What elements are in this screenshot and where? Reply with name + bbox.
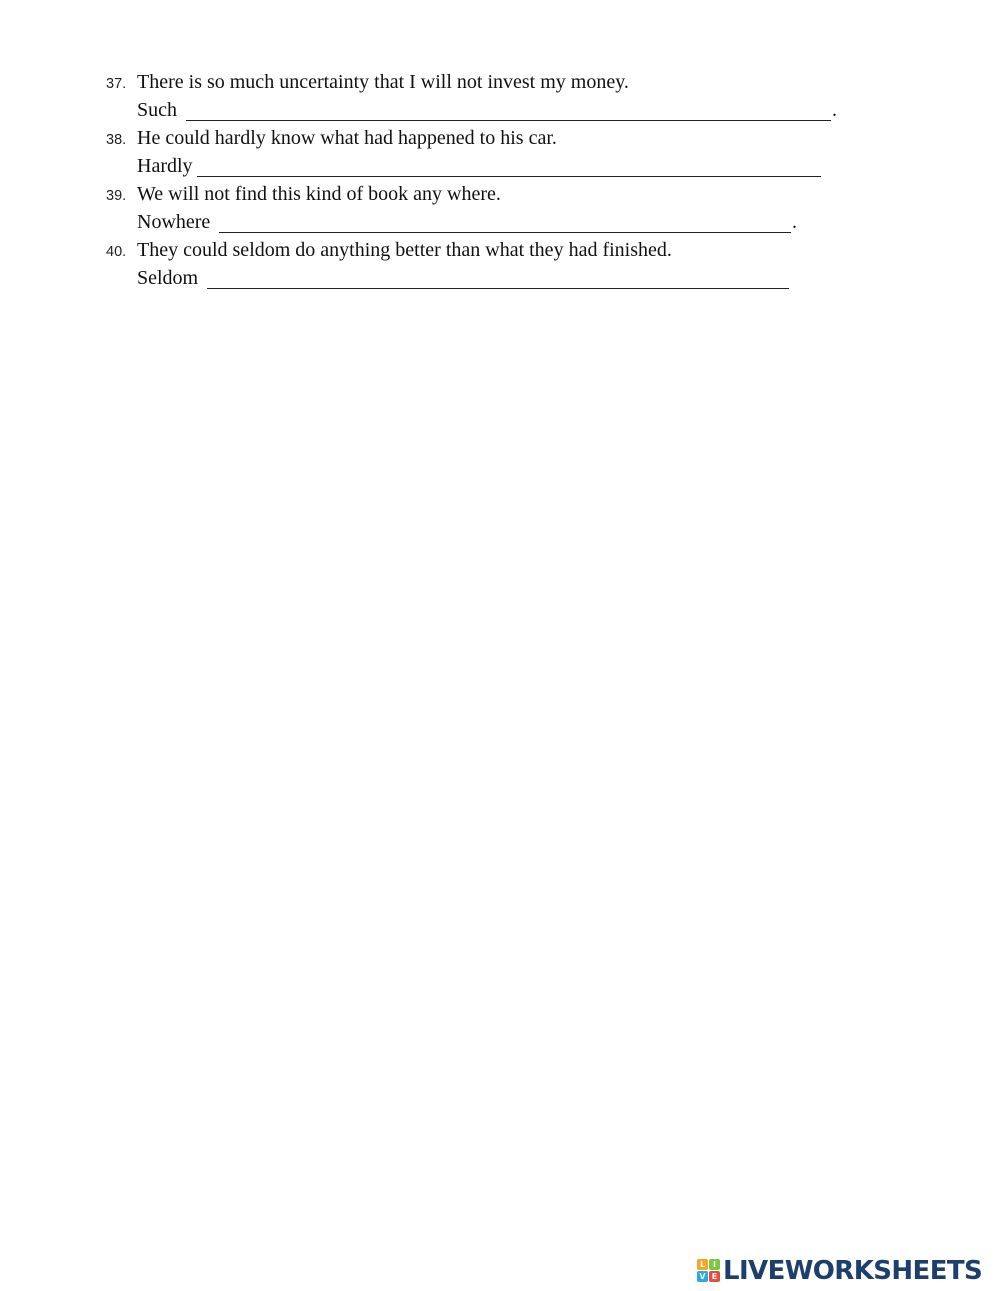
liveworksheets-mark-icon [697,1259,721,1283]
liveworksheets-logo [697,1256,994,1286]
logo-mark-square: E [709,1271,720,1282]
answer-blank-input[interactable] [219,210,791,233]
exercise-sentence: There is so much uncertainty that I will not invest my money. [137,71,629,93]
logo-mark-square: L [697,1259,708,1270]
answer-prompt: Such [137,99,177,121]
logo-mark-square: I [709,1259,720,1270]
answer-ending: . [832,99,837,121]
answer-line [137,154,193,178]
logo-wordmark: LIVEWORKSHEETS [723,1256,983,1286]
exercise-number: 39. [106,188,127,204]
logo-mark-square: V [697,1271,708,1282]
answer-blank-input[interactable] [207,266,789,289]
answer-prompt: Hardly [137,155,193,177]
answer-line [137,210,797,234]
answer-blank-input[interactable] [186,98,831,121]
answer-line [137,266,198,290]
exercise-sentence: They could seldom do anything better than what they had finished. [137,239,672,261]
exercise-number: 37. [106,76,127,92]
answer-blank-input[interactable] [197,154,821,177]
exercise-sentence: He could hardly know what had happened to his car. [137,127,557,149]
exercise-number: 38. [106,132,127,148]
answer-prompt: Nowhere [137,211,211,233]
answer-line [137,98,837,122]
answer-prompt: Seldom [137,267,199,289]
exercise-number: 40. [106,244,127,260]
exercise-sentence: We will not find this kind of book any where. [137,183,501,205]
answer-ending: . [792,211,797,233]
